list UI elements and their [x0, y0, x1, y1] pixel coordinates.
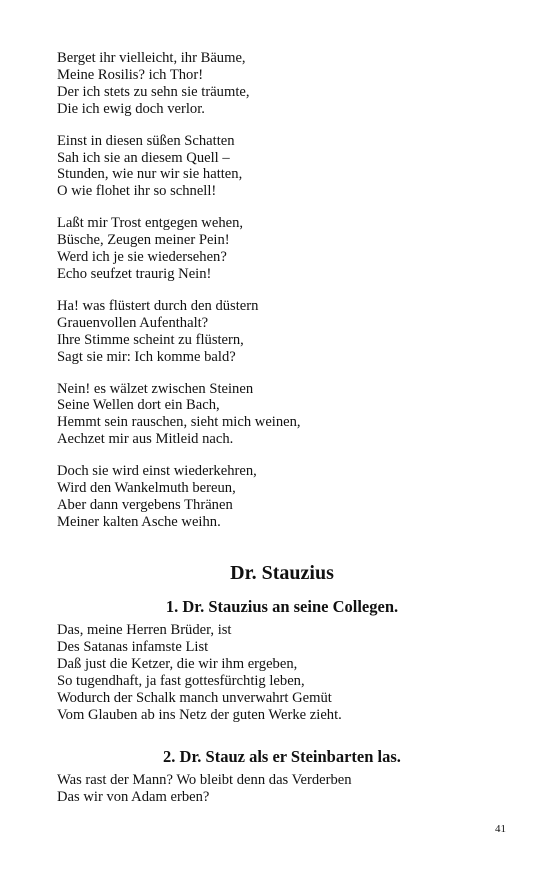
verse-line: Ihre Stimme scheint zu flüstern,: [57, 331, 244, 348]
verse-line: Der ich stets zu sehn sie träumte,: [57, 83, 250, 100]
verse-line: Doch sie wird einst wiederkehren,: [57, 463, 257, 480]
stanza: [57, 50, 497, 118]
verse-line: Was rast der Mann? Wo bleibt denn das Verderben: [57, 772, 352, 788]
page-number: 41: [495, 823, 506, 835]
poem-title: 1. Dr. Stauzius an seine Collegen.: [165, 597, 399, 616]
stanza: [57, 215, 497, 283]
verse-line: Daß just die Ketzer, die wir ihm ergeben,: [57, 655, 298, 672]
stanza: [57, 463, 497, 531]
verse-line: Hemmt sein rauschen, sieht mich weinen,: [57, 414, 301, 431]
verse-line: Berget ihr vielleicht, ihr Bäume,: [57, 50, 246, 66]
poem-stanzas: [57, 50, 497, 531]
verse-line: So tugendhaft, ja fast gottesfürchtig leben,: [57, 672, 305, 689]
verse-line: Das wir von Adam erben?: [57, 788, 210, 805]
stanza: [57, 298, 497, 366]
verse-line: Büsche, Zeugen meiner Pein!: [57, 232, 230, 249]
poem-body: [57, 622, 517, 723]
verse-line: Echo seufzet traurig Nein!: [57, 265, 212, 282]
verse-line: Meiner kalten Asche weihn.: [57, 513, 221, 530]
verse-line: Einst in diesen süßen Schatten: [57, 132, 235, 149]
chapter-heading: Dr. Stauzius: [230, 562, 334, 584]
verse-line: Des Satanas infamste List: [57, 638, 209, 655]
verse-line: Werd ich je sie wiedersehen?: [57, 249, 227, 266]
verse-line: Grauenvollen Aufenthalt?: [57, 314, 209, 331]
verse-line: Aber dann vergebens Thränen: [57, 496, 233, 513]
verse-line: Nein! es wälzet zwischen Steinen: [57, 380, 254, 397]
stanza: [57, 133, 497, 201]
verse-line: Vom Glauben ab ins Netz der guten Werke zieht.: [57, 706, 342, 723]
verse-line: Das, meine Herren Brüder, ist: [57, 622, 232, 638]
verse-line: O wie flohet ihr so schnell!: [57, 183, 217, 200]
verse-line: Wodurch der Schalk manch unverwahrt Gemüt: [57, 689, 332, 706]
verse-line: Meine Rosilis? ich Thor!: [57, 66, 204, 83]
verse-line: Laßt mir Trost entgegen wehen,: [57, 215, 244, 232]
verse-line: Wird den Wankelmuth bereun,: [57, 480, 236, 497]
verse-line: Sagt sie mir: Ich komme bald?: [57, 348, 236, 365]
verse-line: Stunden, wie nur wir sie hatten,: [57, 166, 243, 183]
poem-body: [57, 772, 517, 806]
poem-title: 2. Dr. Stauz als er Steinbarten las.: [163, 747, 401, 766]
stanza: [57, 381, 497, 449]
verse-line: Aechzet mir aus Mitleid nach.: [57, 431, 234, 448]
verse-line: Seine Wellen dort ein Bach,: [57, 397, 220, 414]
verse-line: Die ich ewig doch verlor.: [57, 100, 205, 117]
verse-line: Ha! was flüstert durch den düstern: [57, 297, 259, 314]
verse-line: Sah ich sie an diesem Quell –: [57, 149, 230, 166]
